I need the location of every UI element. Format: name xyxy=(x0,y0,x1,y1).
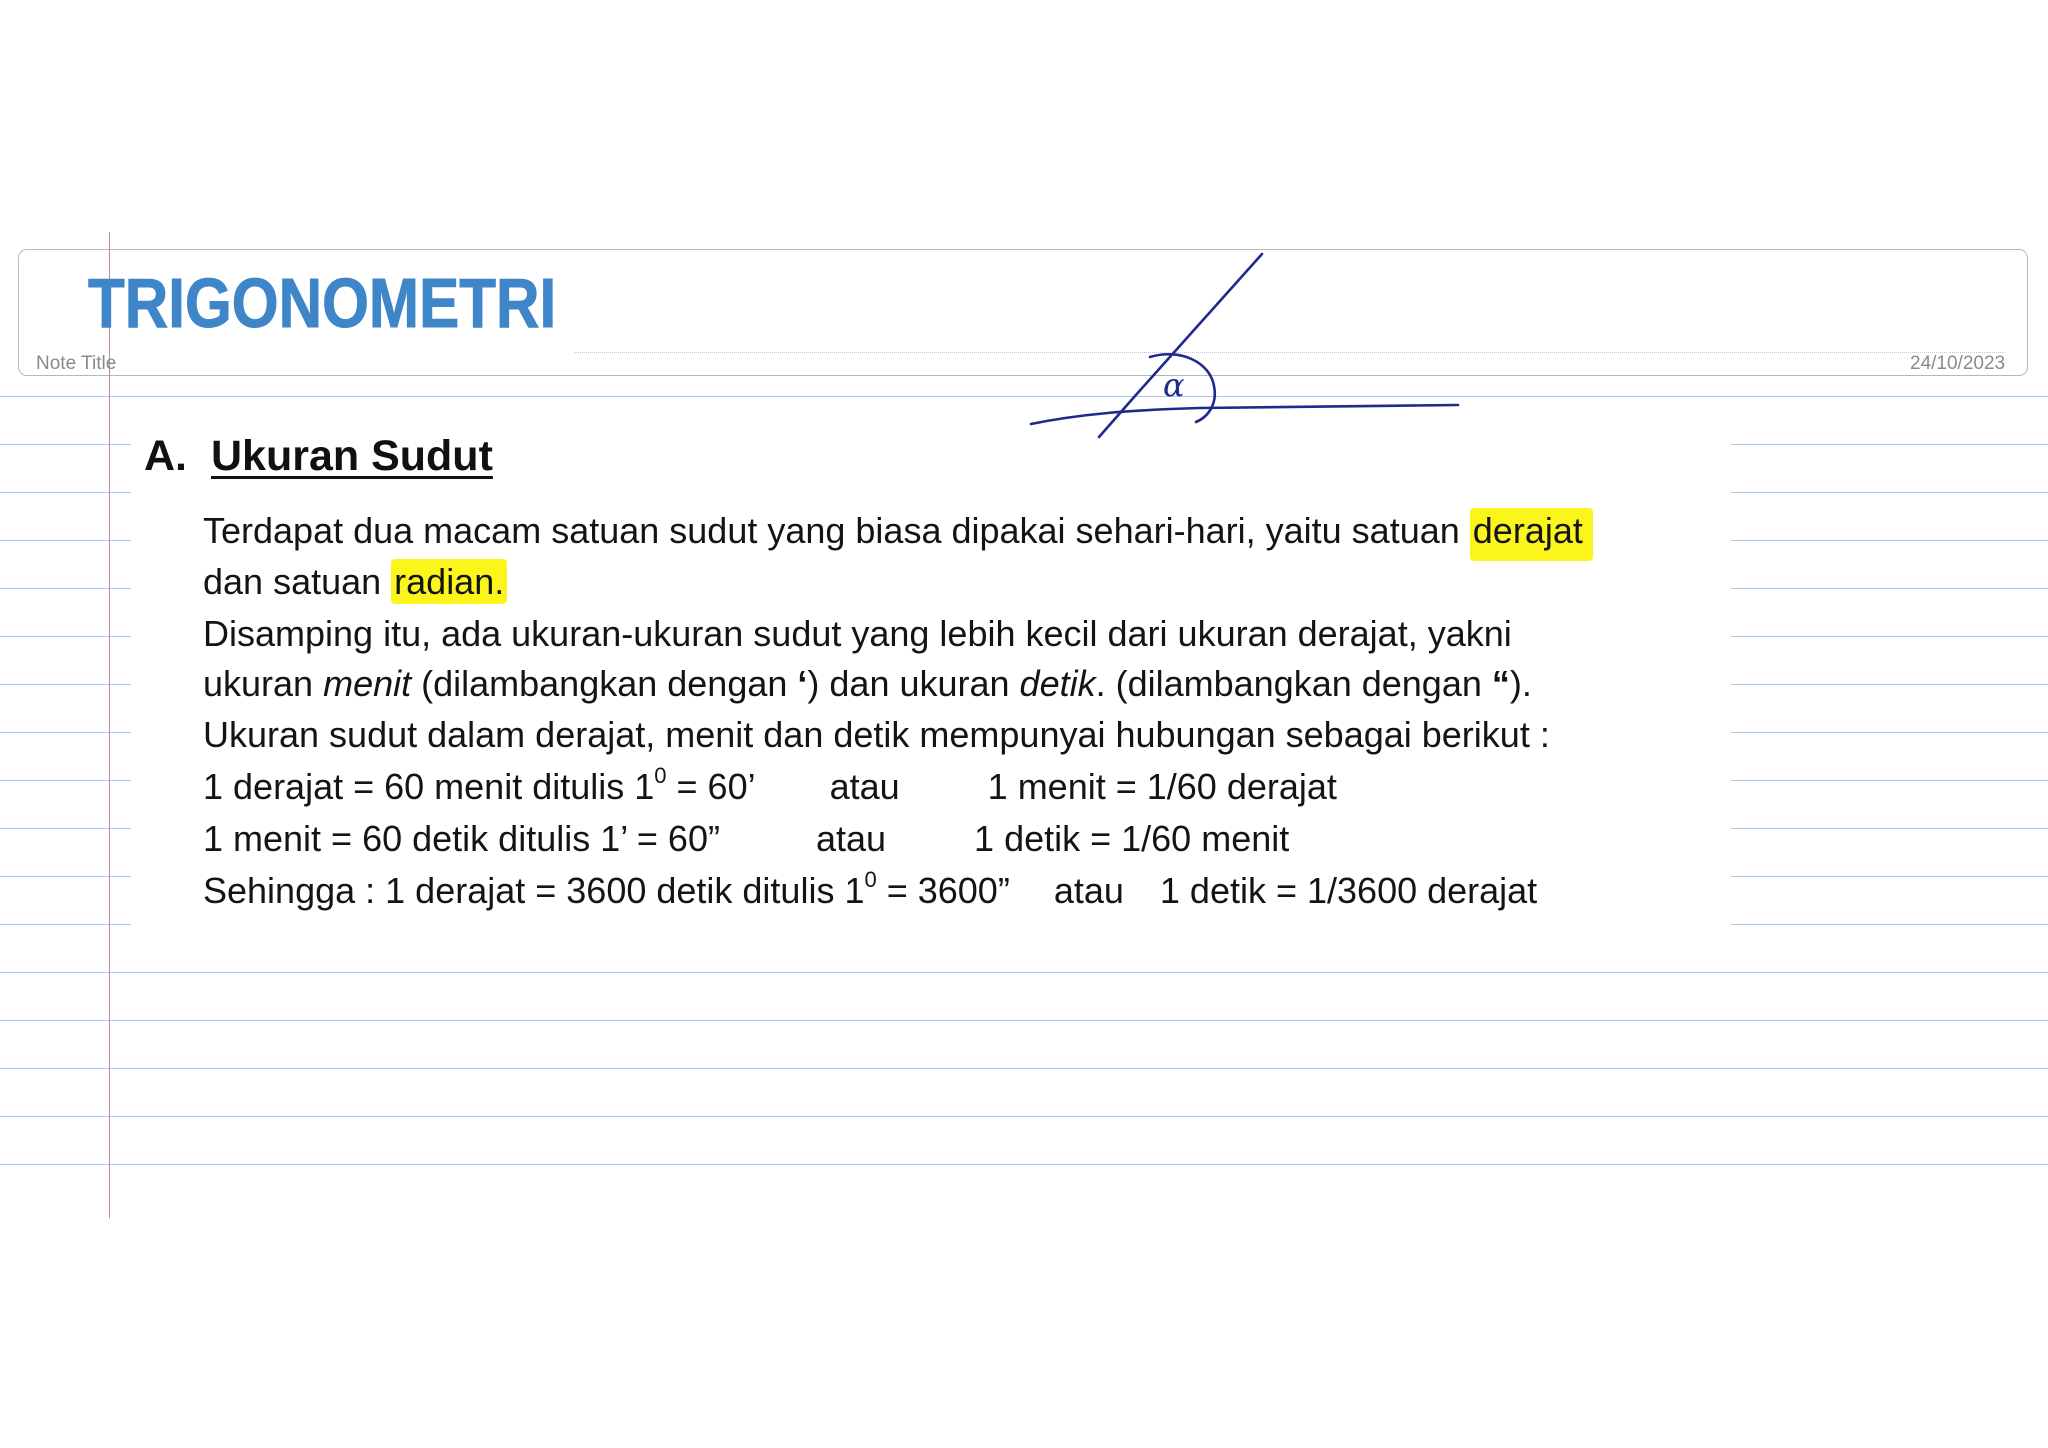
rule-line xyxy=(0,1068,2048,1069)
section-number: A. xyxy=(144,432,187,480)
note-title-label: Note Title xyxy=(36,353,117,374)
paragraph-line xyxy=(203,660,1532,708)
relation-right: 1 detik = 1/3600 derajat xyxy=(1159,870,1538,911)
text-segment: ukuran xyxy=(203,663,324,704)
relation-line xyxy=(203,867,1537,915)
rule-line xyxy=(0,396,2048,397)
relation-left: 1 derajat = 60 menit ditulis 1 xyxy=(203,766,655,807)
minute-symbol: ‘ xyxy=(797,663,808,704)
degree-superscript: 0 xyxy=(864,867,877,892)
section-title: Ukuran Sudut xyxy=(211,432,493,480)
highlighted-term-radian: radian. xyxy=(391,559,507,604)
second-symbol: “ xyxy=(1491,663,1510,704)
relation-left: 1 menit = 60 detik ditulis 1’ = 60” xyxy=(203,818,720,859)
paragraph-line xyxy=(203,610,1512,658)
title-dotted-line xyxy=(575,352,2005,353)
text-segment: ). xyxy=(1509,663,1532,704)
page-title: TRIGONOMETRI xyxy=(88,264,557,342)
text-segment: Disamping itu, ada ukuran-ukuran sudut yang lebih kecil dari ukuran derajat, yakni xyxy=(203,613,1512,654)
atau-label: atau xyxy=(829,766,900,807)
margin-line xyxy=(109,232,110,1218)
relation-left-end: = 3600” xyxy=(876,870,1010,911)
rule-line xyxy=(0,1116,2048,1117)
rule-line xyxy=(0,972,2048,973)
highlighted-term-derajat: derajat xyxy=(1470,508,1593,561)
rule-line xyxy=(0,1020,2048,1021)
degree-superscript: 0 xyxy=(654,763,667,788)
paragraph-line xyxy=(203,711,1550,759)
relation-left: Sehingga : 1 derajat = 3600 detik ditulis 1 xyxy=(203,870,865,911)
text-segment: . (dilambangkan dengan xyxy=(1095,663,1492,704)
text-segment: Terdapat dua macam satuan sudut yang biasa dipakai sehari-hari, yaitu satuan xyxy=(203,510,1470,551)
text-segment: Ukuran sudut dalam derajat, menit dan detik mempunyai hubungan sebagai berikut : xyxy=(203,714,1550,755)
atau-label: atau xyxy=(815,818,887,859)
text-segment: dan satuan xyxy=(203,561,392,602)
angle-alpha-icon: α xyxy=(1163,366,1185,404)
note-date: 24/10/2023 xyxy=(1910,353,2006,374)
atau-label: atau xyxy=(1053,870,1124,911)
text-segment: ) dan ukuran xyxy=(807,663,1020,704)
text-segment: (dilambangkan dengan xyxy=(411,663,798,704)
section-heading xyxy=(144,428,493,484)
rule-line xyxy=(0,1164,2048,1165)
paragraph-line xyxy=(203,558,507,606)
relation-right: 1 menit = 1/60 derajat xyxy=(987,766,1337,807)
relation-line xyxy=(203,763,1337,811)
relation-left-end: = 60’ xyxy=(666,766,756,807)
term-detik: detik xyxy=(1019,663,1096,704)
paragraph-line xyxy=(203,507,1593,555)
relation-line xyxy=(203,815,1289,863)
relation-right: 1 detik = 1/60 menit xyxy=(974,818,1290,859)
term-menit: menit xyxy=(323,663,412,704)
